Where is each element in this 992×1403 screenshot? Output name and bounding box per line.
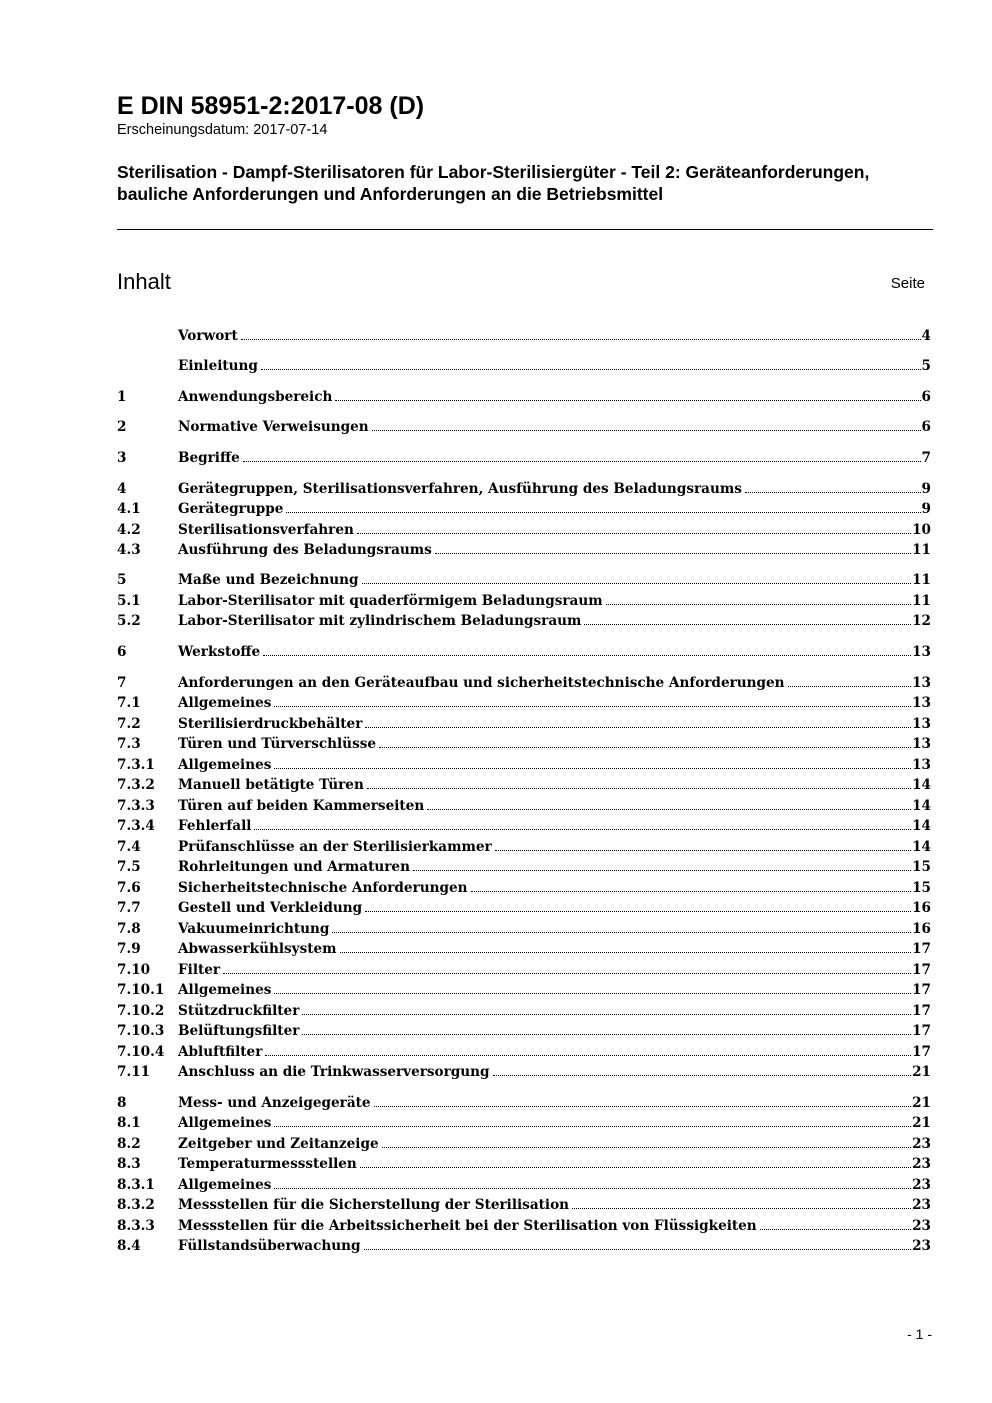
toc-entry-title: Stützdruckfilter	[178, 1003, 300, 1019]
toc-entry-page: 21	[912, 1095, 931, 1111]
toc-entry-number: 5.2	[117, 613, 141, 629]
toc-dot-leader	[362, 583, 912, 584]
toc-entry[interactable]	[117, 1113, 931, 1133]
toc-dot-leader	[332, 932, 911, 933]
toc-entry-number: 8.4	[117, 1238, 141, 1254]
toc-entry-title: Mess- und Anzeigegeräte	[178, 1095, 371, 1111]
toc-entry-title: Werkstoffe	[178, 644, 261, 660]
toc-entry[interactable]	[117, 1062, 931, 1082]
toc-dot-leader	[241, 339, 921, 340]
toc-entry-page: 16	[912, 900, 931, 916]
toc-dot-leader	[493, 1075, 912, 1076]
toc-entry[interactable]	[117, 1021, 931, 1041]
toc-dot-leader	[335, 400, 920, 401]
toc-entry-page: 17	[912, 962, 931, 978]
toc-entry-page: 6	[921, 389, 931, 405]
toc-dot-leader	[584, 624, 911, 625]
toc-entry[interactable]	[117, 387, 931, 407]
toc-entry-number: 4.2	[117, 522, 141, 538]
toc-dot-leader	[274, 1188, 911, 1189]
toc-entry-title: Türen auf beiden Kammerseiten	[178, 798, 425, 814]
toc-dot-leader	[263, 655, 911, 656]
toc-dot-leader	[606, 604, 911, 605]
toc-entry[interactable]	[117, 1093, 931, 1113]
toc-entry-page: 23	[912, 1218, 931, 1234]
toc-entry-page: 14	[912, 839, 931, 855]
toc-entry[interactable]	[117, 540, 931, 560]
toc-dot-leader	[223, 973, 911, 974]
toc-entry-title: Labor-Sterilisator mit zylindrischem Beladungsraum	[178, 613, 582, 629]
toc-entry-number: 1	[117, 389, 127, 405]
toc-entry-number: 8.2	[117, 1136, 141, 1152]
toc-entry-number: 5.1	[117, 593, 141, 609]
toc-entry-title: Temperaturmessstellen	[178, 1156, 357, 1172]
toc-entry-number: 8	[117, 1095, 127, 1111]
toc-entry-page: 17	[912, 1003, 931, 1019]
toc-entry-number: 8.3.3	[117, 1218, 155, 1234]
toc-entry-number: 7.8	[117, 921, 141, 937]
toc-entry-page: 9	[921, 481, 931, 497]
toc-heading: Inhalt	[117, 269, 171, 294]
toc-entry[interactable]	[117, 1154, 931, 1174]
toc-entry-page: 4	[921, 328, 931, 344]
toc-entry-title: Manuell betätigte Türen	[178, 777, 364, 793]
toc-entry[interactable]	[117, 570, 931, 590]
toc-entry-page: 13	[912, 695, 931, 711]
toc-entry[interactable]	[117, 960, 931, 980]
toc-entry[interactable]	[117, 857, 931, 877]
toc-entry-title: Allgemeines	[178, 1177, 272, 1193]
toc-entry-title: Gestell und Verkleidung	[178, 900, 363, 916]
toc-entry-page: 17	[912, 982, 931, 998]
toc-entry-title: Abluftfilter	[178, 1044, 263, 1060]
toc-entry-number: 8.1	[117, 1115, 141, 1131]
toc-dot-leader	[302, 1014, 911, 1015]
toc-entry-page: 5	[921, 358, 931, 374]
toc-entry-page: 11	[912, 593, 931, 609]
toc-entry[interactable]	[117, 356, 931, 376]
toc-entry-page: 12	[912, 613, 931, 629]
toc-entry[interactable]	[117, 1042, 931, 1062]
toc-entry-title: Allgemeines	[178, 695, 272, 711]
toc-entry[interactable]	[117, 939, 931, 959]
toc-entry-title: Allgemeines	[178, 982, 272, 998]
toc-entry[interactable]	[117, 1195, 931, 1215]
toc-entry-number: 7.5	[117, 859, 141, 875]
toc-entry-title: Fehlerfall	[178, 818, 252, 834]
toc-entry[interactable]	[117, 837, 931, 857]
toc-dot-leader	[365, 911, 911, 912]
toc-entry-number: 7.10.1	[117, 982, 165, 998]
toc-entry-number: 7.4	[117, 839, 141, 855]
toc-entry-title: Füllstandsüberwachung	[178, 1238, 361, 1254]
toc-entry-number: 6	[117, 644, 127, 660]
toc-dot-leader	[360, 1167, 911, 1168]
toc-entry-page: 6	[921, 419, 931, 435]
toc-dot-leader	[274, 706, 911, 707]
toc-entry-page: 23	[912, 1197, 931, 1213]
toc-entry-title: Türen und Türverschlüsse	[178, 736, 377, 752]
toc-entry-title: Zeitgeber und Zeitanzeige	[178, 1136, 379, 1152]
toc-entry-number: 7.10	[117, 962, 151, 978]
toc-entry-number: 7.7	[117, 900, 141, 916]
toc-entry-title: Vorwort	[178, 328, 238, 344]
toc-entry[interactable]	[117, 326, 931, 346]
toc-dot-leader	[471, 891, 912, 892]
toc-dot-leader	[374, 1106, 912, 1107]
toc-dot-leader	[572, 1208, 911, 1209]
toc-entry-number: 7.9	[117, 941, 141, 957]
toc-entry-number: 4.1	[117, 501, 141, 517]
toc-entry-title: Vakuumeinrichtung	[178, 921, 330, 937]
document-id: E DIN 58951-2:2017-08 (D)	[117, 92, 425, 120]
toc-dot-leader	[357, 533, 911, 534]
toc-entry-title: Maße und Bezeichnung	[178, 572, 359, 588]
toc-entry-title: Abwasserkühlsystem	[178, 941, 337, 957]
toc-dot-leader	[372, 430, 921, 431]
toc-page-column-label: Seite	[890, 275, 925, 292]
toc-entry-page: 10	[912, 522, 931, 538]
toc-entry-number: 7.6	[117, 880, 141, 896]
toc-dot-leader	[286, 512, 920, 513]
toc-dot-leader	[760, 1229, 911, 1230]
toc-entry-title: Messstellen für die Sicherstellung der Sterilisation	[178, 1197, 570, 1213]
toc-dot-leader	[427, 809, 911, 810]
toc-entry-page: 16	[912, 921, 931, 937]
toc-entry-title: Rohrleitungen und Armaturen	[178, 859, 410, 875]
toc-entry-number: 7.3.3	[117, 798, 155, 814]
toc-entry-page: 14	[912, 818, 931, 834]
toc-entry[interactable]	[117, 878, 931, 898]
toc-entry-title: Gerätegruppen, Sterilisationsverfahren, Ausführung des Beladungsraums	[178, 481, 742, 497]
toc-entry-number: 8.3.1	[117, 1177, 155, 1193]
toc-dot-leader	[413, 870, 911, 871]
toc-dot-leader	[274, 768, 911, 769]
toc-entry-title: Filter	[178, 962, 221, 978]
toc-entry-number: 2	[117, 419, 127, 435]
toc-entry-page: 9	[921, 501, 931, 517]
toc-entry-title: Anforderungen an den Geräteaufbau und sicherheitstechnische Anforderungen	[178, 675, 785, 691]
toc-entry-title: Anwendungsbereich	[178, 389, 333, 405]
toc-dot-leader	[495, 850, 911, 851]
toc-entry-page: 13	[912, 675, 931, 691]
toc-entry-page: 14	[912, 798, 931, 814]
toc-dot-leader	[364, 1249, 912, 1250]
toc-entry-title: Einleitung	[178, 358, 258, 374]
toc-entry[interactable]	[117, 898, 931, 918]
toc-entry[interactable]	[117, 673, 931, 693]
toc-entry-page: 23	[912, 1238, 931, 1254]
toc-entry[interactable]	[117, 980, 931, 1000]
toc-entry-page: 13	[912, 716, 931, 732]
toc-dot-leader	[788, 686, 912, 687]
toc-entry[interactable]	[117, 919, 931, 939]
toc-entry-page: 13	[912, 757, 931, 773]
toc-entry-page: 11	[912, 572, 931, 588]
toc-dot-leader	[274, 993, 911, 994]
toc-entry-page: 7	[921, 450, 931, 466]
title-divider	[117, 229, 933, 230]
toc-dot-leader	[302, 1034, 911, 1035]
toc-entry[interactable]	[117, 1216, 931, 1236]
toc-entry[interactable]	[117, 734, 931, 754]
toc-entry-title: Gerätegruppe	[178, 501, 284, 517]
toc-entry-title: Belüftungsfilter	[178, 1023, 300, 1039]
toc-dot-leader	[745, 492, 921, 493]
toc-entry[interactable]	[117, 642, 931, 662]
toc-entry-number: 7.1	[117, 695, 141, 711]
toc-entry[interactable]	[117, 479, 931, 499]
toc-entry-title: Begriffe	[178, 450, 240, 466]
issue-date: Erscheinungsdatum: 2017-07-14	[117, 122, 328, 138]
toc-entry-number: 7.11	[117, 1064, 151, 1080]
toc-entry[interactable]	[117, 417, 931, 437]
toc-entry[interactable]	[117, 448, 931, 468]
toc-entry-title: Normative Verweisungen	[178, 419, 369, 435]
toc-entry[interactable]	[117, 520, 931, 540]
toc-dot-leader	[435, 553, 911, 554]
toc-dot-leader	[340, 952, 912, 953]
toc-entry[interactable]	[117, 1134, 931, 1154]
toc-entry-number: 7.10.3	[117, 1023, 165, 1039]
toc-entry-number: 4	[117, 481, 127, 497]
toc-entry[interactable]	[117, 591, 931, 611]
toc-entry-title: Sicherheitstechnische Anforderungen	[178, 880, 468, 896]
toc-entry[interactable]	[117, 499, 931, 519]
page-number: - 1 -	[907, 1326, 932, 1342]
toc-entry-page: 11	[912, 542, 931, 558]
toc-dot-leader	[367, 788, 911, 789]
toc-entry-page: 13	[912, 736, 931, 752]
toc-dot-leader	[382, 1147, 911, 1148]
toc-entry-number: 5	[117, 572, 127, 588]
toc-entry-page: 14	[912, 777, 931, 793]
toc-entry[interactable]	[117, 755, 931, 775]
toc-entry[interactable]	[117, 1001, 931, 1021]
toc-entry-title: Anschluss an die Trinkwasserversorgung	[178, 1064, 490, 1080]
toc-entry-title: Allgemeines	[178, 757, 272, 773]
toc-entry-number: 7.2	[117, 716, 141, 732]
toc-entry-title: Sterilisierdruckbehälter	[178, 716, 363, 732]
toc-entry-number: 7.3	[117, 736, 141, 752]
toc-entry-page: 17	[912, 941, 931, 957]
document-title: Sterilisation - Dampf-Sterilisatoren für Labor-Sterilisiergüter - Teil 2: Geräteanforderungen, bauliche Anforderungen und Anforderungen an die Betriebsmittel	[117, 162, 870, 204]
toc-dot-leader	[274, 1126, 911, 1127]
toc-entry[interactable]	[117, 796, 931, 816]
toc-entry-page: 23	[912, 1156, 931, 1172]
toc-entry[interactable]	[117, 714, 931, 734]
toc-entry-number: 3	[117, 450, 127, 466]
toc-entry[interactable]	[117, 816, 931, 836]
toc-entry-page: 15	[912, 880, 931, 896]
toc-entry-page: 15	[912, 859, 931, 875]
toc-entry-number: 7.3.4	[117, 818, 155, 834]
toc-entry-page: 23	[912, 1136, 931, 1152]
toc-entry[interactable]	[117, 611, 931, 631]
toc-dot-leader	[254, 829, 911, 830]
toc-entry-page: 21	[912, 1115, 931, 1131]
toc-entry[interactable]	[117, 1236, 931, 1256]
toc-entry-title: Labor-Sterilisator mit quaderförmigem Beladungsraum	[178, 593, 603, 609]
toc-entry-title: Prüfanschlüsse an der Sterilisierkammer	[178, 839, 492, 855]
toc-entry[interactable]	[117, 1175, 931, 1195]
toc-entry-page: 13	[912, 644, 931, 660]
toc-dot-leader	[365, 727, 911, 728]
toc-entry-page: 17	[912, 1044, 931, 1060]
toc-entry-number: 8.3.2	[117, 1197, 155, 1213]
toc-entry-number: 4.3	[117, 542, 141, 558]
toc-entry-title: Allgemeines	[178, 1115, 272, 1131]
toc-entry-number: 8.3	[117, 1156, 141, 1172]
toc-entry-title: Ausführung des Beladungsraums	[178, 542, 432, 558]
toc-entry[interactable]	[117, 775, 931, 795]
toc-entry-title: Messstellen für die Arbeitssicherheit bei der Sterilisation von Flüssigkeiten	[178, 1218, 757, 1234]
toc-entry-page: 23	[912, 1177, 931, 1193]
toc-dot-leader	[265, 1055, 911, 1056]
toc-entry-number: 7.3.2	[117, 777, 155, 793]
toc-dot-leader	[379, 747, 911, 748]
toc-dot-leader	[243, 461, 921, 462]
toc-entry[interactable]	[117, 693, 931, 713]
toc-entry-number: 7	[117, 675, 127, 691]
toc-entry-number: 7.3.1	[117, 757, 155, 773]
toc-entry-number: 7.10.2	[117, 1003, 165, 1019]
toc-entry-page: 17	[912, 1023, 931, 1039]
toc-entry-title: Sterilisationsverfahren	[178, 522, 354, 538]
toc-entry-number: 7.10.4	[117, 1044, 165, 1060]
toc-entry-page: 21	[912, 1064, 931, 1080]
toc-dot-leader	[261, 369, 921, 370]
